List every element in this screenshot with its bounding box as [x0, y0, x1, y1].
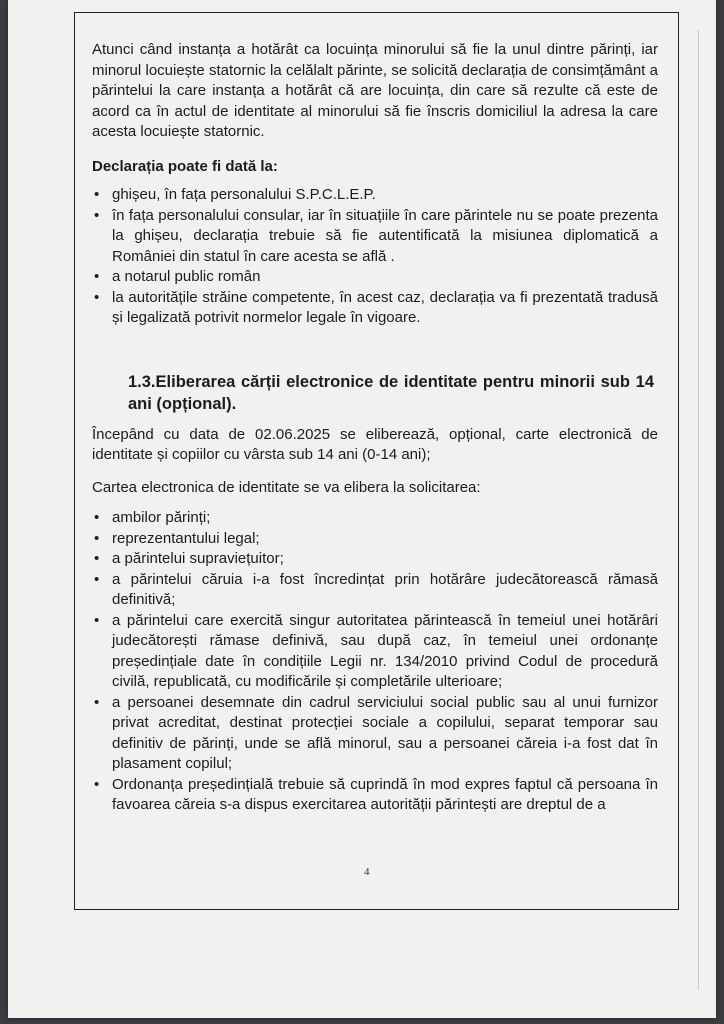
- bullet: •: [94, 529, 100, 547]
- declaration-list: [92, 185, 658, 329]
- list-item: • în fața personalului consular, iar în situațiile în care părintele nu se poate prezenta la ghișeu, declarația trebuie să fie autentificată la misiunea diplomatică a României din statul în care acesta se află .: [94, 206, 658, 265]
- bullet: •: [94, 611, 100, 629]
- page-number: 4: [364, 866, 370, 878]
- list-item: • a părintelui care exercită singur autoritatea părintească în temeiul unei hotărâri judecătorești rămase definivă, sau după caz, în temeiul unei ordonanțe președințiale date în condițiile Legii nr. 134/2010 privind Codul de procedură civilă, republicată, cu modificările și completările ulterioare;: [94, 611, 658, 690]
- bullet: •: [94, 775, 100, 793]
- section-title: 1.3.Eliberarea cărții electronice de identitate pentru minorii sub 14 ani (opțional).: [128, 372, 654, 413]
- bullet: •: [94, 268, 100, 285]
- list-item: • reprezentantului legal;: [92, 529, 658, 550]
- list-item: • la autoritățile străine competente, în acest caz, declarația va fi prezentată tradusă și legalizată potrivit normelor legale în vigoare.: [94, 288, 658, 326]
- list-item: • ghișeu, în fața personalului S.P.C.L.E.P.: [92, 185, 658, 206]
- list-item: • a persoanei desemnate din cadrul serviciului social public sau al unui furnizor privat acreditat, destinat protecției sociale a copilului, separat temporar sau definitiv de părinți, unde se află minorul, sau a persoanei căreia i-a fost dat în plasament copilul;: [94, 693, 658, 772]
- list-item: • Ordonanța președințială trebuie să cuprindă în mod expres faptul că persoana în favoarea căreia s-a dispus exercitarea autorității părintești are dreptul de a: [94, 775, 658, 813]
- bullet: •: [94, 206, 100, 224]
- declaration-heading: Declarația poate fi dată la:: [92, 157, 278, 175]
- bullet: •: [94, 570, 100, 588]
- bullet: •: [94, 550, 100, 567]
- bullet: •: [94, 288, 100, 306]
- consent-paragraph: Atunci când instanța a hotărât ca locuința minorului să fie la unul dintre părinți, iar minorul locuiește statornic la celălalt părinte, se solicită declarația de consimțământ a părintelui la care instanța a hotărât că are locuința, din care să rezulte că este de acord ca în actul de identitate al minorului să fie înscris domiciliul la adresa la care acesta locuiește statornic.: [92, 41, 658, 140]
- list-item: • a notarul public român: [92, 267, 658, 288]
- list-item: • a părintelui căruia i-a fost încredințat prin hotărâre judecătorească rămasă definitivă;: [94, 570, 658, 608]
- document-page: [8, 0, 716, 1018]
- page-fold-line: [698, 30, 699, 990]
- bullet: •: [94, 186, 100, 203]
- bullet: •: [94, 693, 100, 711]
- bullet: •: [94, 509, 100, 526]
- request-list: [92, 508, 658, 816]
- page-content: [92, 40, 658, 816]
- list-item: • ambilor părinți;: [92, 508, 658, 529]
- request-lead-paragraph: Cartea electronica de identitate se va elibera la solicitarea:: [92, 478, 481, 496]
- intro-paragraph: Începând cu data de 02.06.2025 se eliberează, opțional, carte electronică de identitate și copiilor cu vârsta sub 14 ani (0-14 ani);: [92, 425, 658, 463]
- list-item: • a părintelui supraviețuitor;: [92, 549, 658, 570]
